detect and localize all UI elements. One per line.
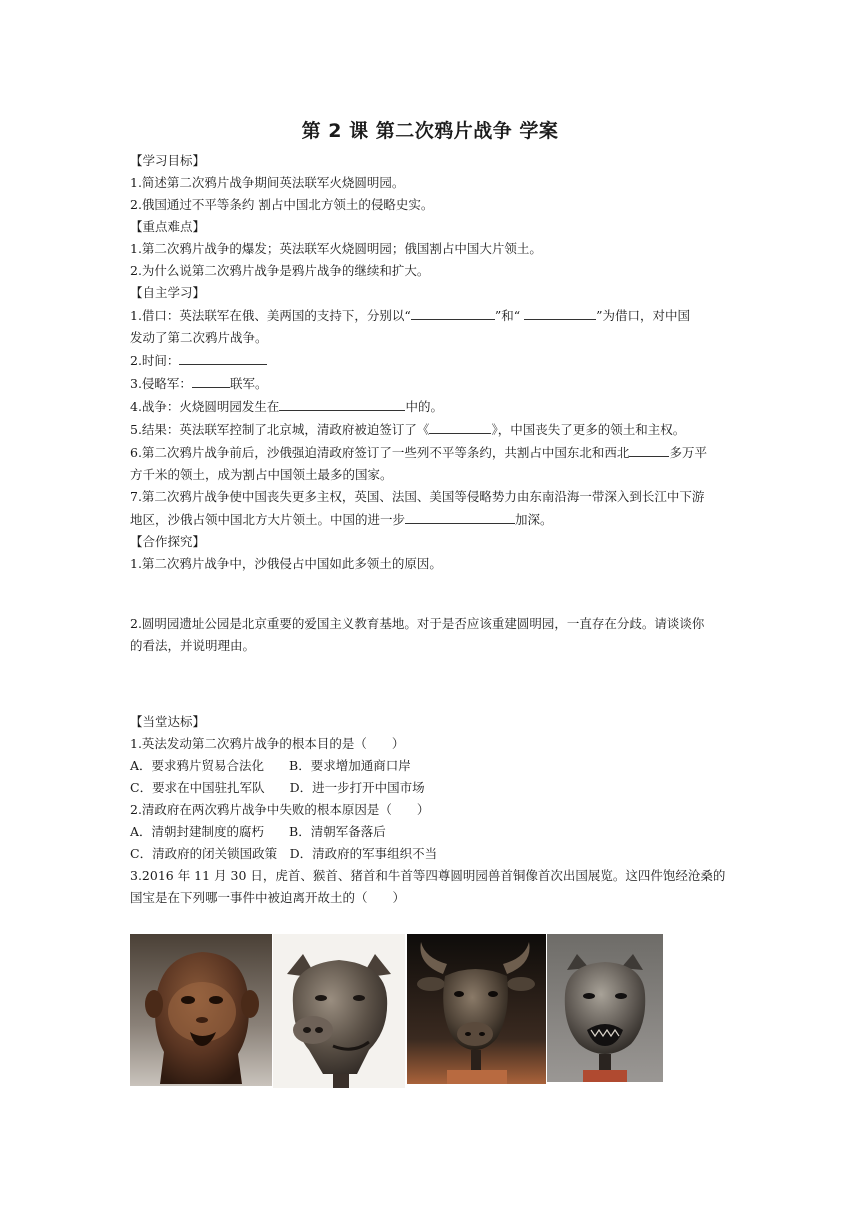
self-study-q1-cont: 发动了第二次鸦片战争。 (130, 330, 268, 345)
practice-q2-options-ab: A．清朝封建制度的腐朽 B．清朝军备落后 (130, 824, 386, 839)
practice-q1-options-ab: A．要求鸦片贸易合法化 B．要求增加通商口岸 (130, 758, 411, 773)
tiger-head-bronze-icon (547, 934, 663, 1082)
bronze-heads-image-row (130, 934, 670, 1090)
answer-space[interactable] (130, 657, 732, 711)
self-study-q3 (130, 372, 732, 395)
q1-text-a: 1.借口：英法联军在俄、美两国的支持下，分别以“ (130, 308, 411, 323)
q1-text-c: ”为借口，对中国 (596, 308, 690, 323)
fill-blank[interactable] (411, 304, 495, 320)
practice-q2: 2.清政府在两次鸦片战争中失败的根本原因是（ ） (130, 802, 430, 817)
q6-text-a: 6.第二次鸦片战争前后，沙俄强迫清政府签订了一些列不平等条约，共割占中国东北和西北 (130, 445, 630, 460)
section-heading-cooperation: 【合作探究】 (130, 534, 206, 549)
goal-item-2: 2.俄国通过不平等条约 割占中国北方领土的侵略史实。 (130, 197, 434, 212)
self-study-q1 (130, 304, 732, 327)
key-point-1: 1.第二次鸦片战争的爆发；英法联军火烧圆明园；俄国割占中国大片领土。 (130, 241, 542, 256)
fill-blank[interactable] (279, 395, 405, 411)
cooperation-q2-cont: 的看法，并说明理由。 (130, 638, 256, 653)
fill-blank[interactable] (179, 349, 267, 365)
q3-text-b: 联军。 (229, 376, 268, 391)
worksheet-body (130, 150, 732, 909)
fill-blank[interactable] (429, 418, 491, 434)
practice-q1-options-cd: C．要求在中国驻扎军队 D．进一步打开中国市场 (130, 780, 425, 795)
practice-q2-options-cd: C．清政府的闭关锁国政策 D．清政府的军事组织不当 (130, 846, 438, 861)
q7-text-c: 加深。 (515, 512, 553, 527)
q1-text-b: ”和“ (494, 308, 525, 323)
self-study-q4 (130, 395, 732, 418)
self-study-q5 (130, 418, 732, 441)
section-heading-self-study: 【自主学习】 (130, 285, 206, 300)
self-study-q7: 7.第二次鸦片战争使中国丧失更多主权，英国、法国、美国等侵略势力由东南沿海一带深入到长江中下游 (130, 489, 705, 504)
page-title: 第 2 课 第二次鸦片战争 学案 (301, 120, 559, 142)
q6-text-b: 多万平 (669, 445, 707, 460)
fill-blank[interactable] (524, 304, 596, 320)
answer-space[interactable] (130, 575, 732, 613)
fill-blank[interactable] (405, 508, 515, 524)
self-study-q2 (130, 349, 732, 372)
self-study-q6-cont: 方千米的领土，成为割占中国领土最多的国家。 (130, 467, 393, 482)
monkey-head-bronze-icon (130, 934, 272, 1086)
self-study-q7-cont (130, 508, 732, 531)
q4-text-a: 4.战争：火烧圆明园发生在 (130, 399, 280, 414)
practice-q3: 3.2016 年 11 月 30 日，虎首、猴首、猪首和牛首等四尊圆明园兽首铜像首次出国展览。这四件饱经沧桑的 (130, 868, 726, 883)
cooperation-q2: 2.圆明园遗址公园是北京重要的爱国主义教育基地。对于是否应该重建圆明园，一直存在分歧。请谈谈你 (130, 616, 705, 631)
section-heading-key-points: 【重点难点】 (130, 219, 206, 234)
q5-text-a: 5.结果：英法联军控制了北京城，清政府被迫签订了《 (130, 422, 430, 437)
cooperation-q1: 1.第二次鸦片战争中，沙俄侵占中国如此多领土的原因。 (130, 556, 442, 571)
q5-text-b: 》，中国丧失了更多的领土和主权。 (491, 422, 686, 437)
pig-head-bronze-icon (273, 934, 405, 1088)
q3-text-a: 3.侵略军： (130, 376, 192, 391)
fill-blank[interactable] (629, 441, 669, 457)
q7-text-b: 地区，沙俄占领中国北方大片领土。中国的进一步 (130, 512, 406, 527)
section-heading-practice: 【当堂达标】 (130, 714, 206, 729)
q4-text-b: 中的。 (405, 399, 443, 414)
goal-item-1: 1.简述第二次鸦片战争期间英法联军火烧圆明园。 (130, 175, 405, 190)
fill-blank[interactable] (192, 372, 230, 388)
practice-q1: 1.英法发动第二次鸦片战争的根本目的是（ ） (130, 736, 405, 751)
practice-q3-cont: 国宝是在下列哪一事件中被迫离开故土的（ ） (130, 890, 406, 905)
section-heading-goals: 【学习目标】 (130, 153, 206, 168)
self-study-q6 (130, 441, 732, 464)
key-point-2: 2.为什么说第二次鸦片战争是鸦片战争的继续和扩大。 (130, 263, 430, 278)
q2-text: 2.时间： (130, 353, 180, 368)
ox-head-bronze-icon (407, 934, 546, 1084)
